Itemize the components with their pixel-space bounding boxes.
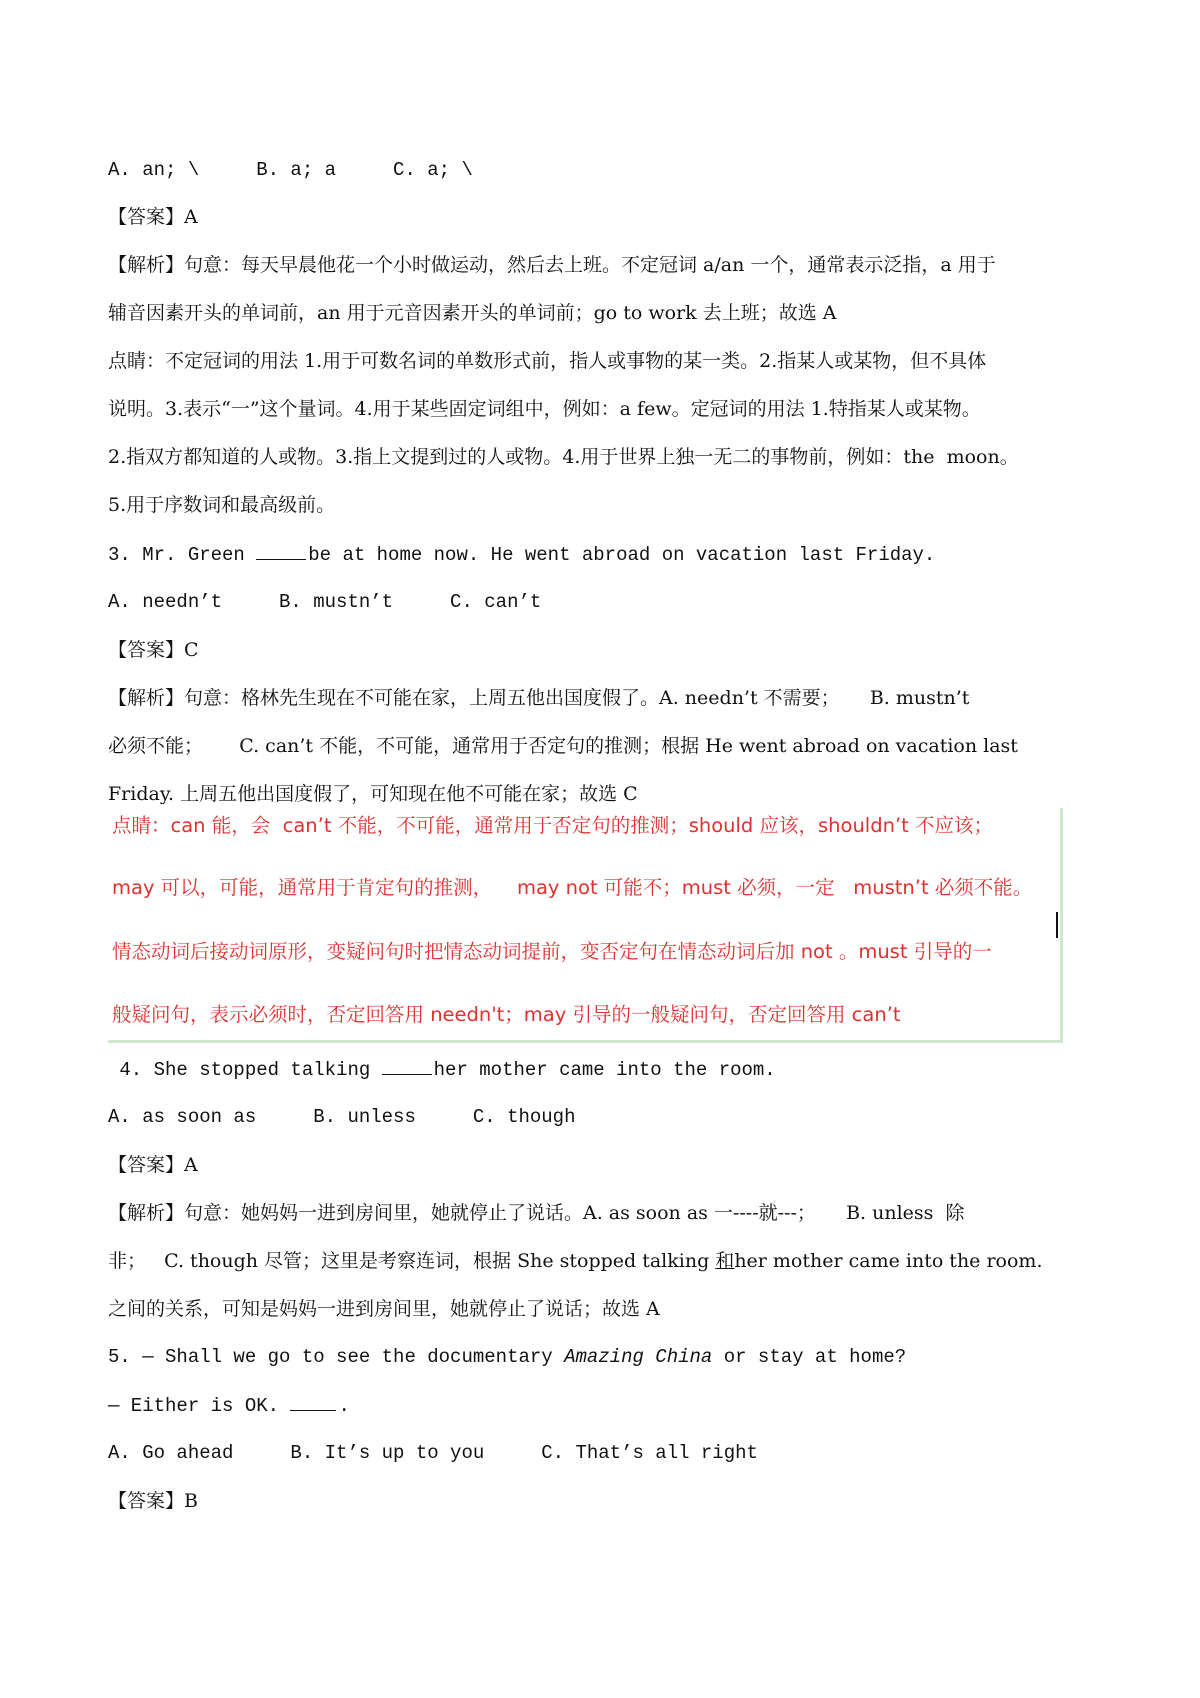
q3-tip-line-2: may 可以，可能，通常用于肯定句的推测， may not 可能不；must 必须，一定 mustn’t 必须不能。 [112, 876, 1033, 899]
q5-stem-after: or stay at home? [712, 1346, 907, 1368]
q3-tip-image [108, 808, 1063, 1043]
q3-tip-line-3: 情态动词后接动词原形，变疑问句时把情态动词提前，变否定句在情态动词后加 not 。must 引导的一 [112, 940, 992, 963]
q4-analysis-line-2-before: 非； C. though 尽管；这里是考察连词，根据 She stopped talking [108, 1250, 716, 1272]
q4-analysis-underlined: 和 [715, 1250, 735, 1272]
q2-tip-line-2: 说明。3.表示“一”这个量词。4.用于某些固定词组中，例如：a few。定冠词的用法 1.特指某人或某物。 [108, 398, 981, 420]
q5-reply-after: . [338, 1395, 350, 1417]
q4-stem-after: her mother came into the room. [433, 1059, 776, 1081]
text-cursor [1056, 912, 1058, 938]
q4-stem-before: 4. She stopped talking [108, 1059, 382, 1081]
q3-answer: 【答案】C [108, 639, 199, 661]
q3-stem-before: 3. Mr. Green [108, 544, 257, 566]
q3-options: A. needn’t B. mustn’t C. can’t [108, 591, 542, 613]
q5-stem [108, 1344, 1100, 1370]
q4-blank [382, 1056, 432, 1075]
q4-options: A. as soon as B. unless C. though [108, 1106, 576, 1128]
q3-stem-after: be at home now. He went abroad on vacation last Friday. [308, 544, 936, 566]
q4-analysis-line-1: 【解析】句意：她妈妈一进到房间里，她就停止了说话。A. as soon as 一----就---； B. unless 除 [108, 1202, 965, 1224]
q2-tip-line-3: 2.指双方都知道的人或物。3.指上文提到过的人或物。4.用于世界上独一无二的事物前，例如：the moon。 [108, 446, 1019, 468]
q2-answer: 【答案】A [108, 206, 198, 228]
q4-analysis-line-2-after: her mother came into the room. [734, 1250, 1043, 1272]
q3-analysis-line-3: Friday. 上周五他出国度假了，可知现在他不可能在家；故选 C [108, 783, 638, 805]
q2-options: A. an; \ B. a; a C. a; \ [108, 159, 473, 181]
q5-stem-before: 5. — Shall we go to see the documentary [108, 1346, 565, 1368]
q4-stem [108, 1056, 1100, 1083]
q5-stem-title: Amazing China [564, 1346, 713, 1368]
q3-tip-line-4: 般疑问句，表示必须时，否定回答用 needn't；may 引导的一般疑问句，否定回答用 can’t [112, 1003, 901, 1026]
q3-analysis-line-1: 【解析】句意：格林先生现在不可能在家，上周五他出国度假了。A. needn’t 不需要； B. mustn’t [108, 687, 970, 709]
q2-tip-line-4: 5.用于序数词和最高级前。 [108, 494, 336, 516]
q2-tip-line-1: 点睛：不定冠词的用法 1.用于可数名词的单数形式前，指人或事物的某一类。2.指某人或某物，但不具体 [108, 350, 987, 372]
q3-analysis-line-2: 必须不能； C. can’t 不能，不可能，通常用于否定句的推测；根据 He went abroad on vacation last [108, 735, 1018, 757]
q5-reply [108, 1392, 1100, 1419]
q5-reply-before: — Either is OK. [108, 1395, 291, 1417]
q4-analysis-line-2 [108, 1248, 1100, 1274]
q2-analysis-line-2: 辅音因素开头的单词前，an 用于元音因素开头的单词前；go to work 去上班；故选 A [108, 302, 837, 324]
q4-analysis-line-3: 之间的关系，可知是妈妈一进到房间里，她就停止了说话；故选 A [108, 1298, 660, 1320]
q2-analysis-line-1: 【解析】句意：每天早晨他花一个小时做运动，然后去上班。不定冠词 a/an 一个，通常表示泛指，a 用于 [108, 254, 996, 276]
q5-options: A. Go ahead B. It’s up to you C. That’s all right [108, 1442, 758, 1464]
q3-stem [108, 541, 1100, 568]
q5-answer: 【答案】B [108, 1490, 198, 1512]
q4-answer: 【答案】A [108, 1154, 198, 1176]
q3-blank [256, 541, 306, 560]
q3-tip-line-1: 点睛：can 能，会 can’t 不能，不可能，通常用于否定句的推测；should 应该，shouldn’t 不应该； [112, 814, 994, 837]
q5-blank [290, 1392, 336, 1411]
